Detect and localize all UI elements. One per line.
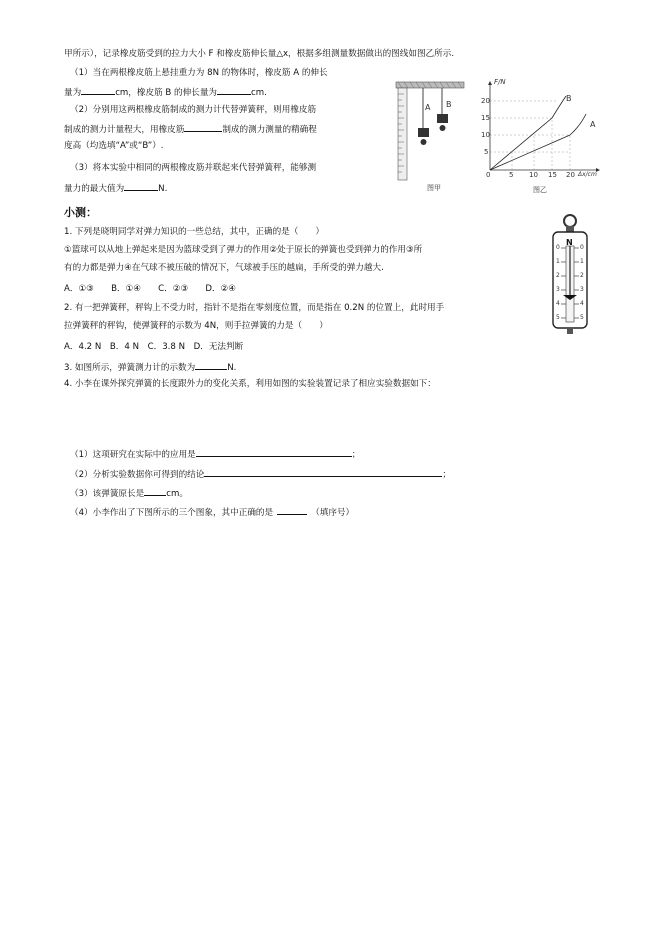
scale-right-tick-5: 5 — [580, 314, 584, 321]
graph-x-tick-20: 20 — [566, 171, 575, 179]
q3-text-end: N. — [158, 184, 168, 194]
p4-s4-blank[interactable] — [277, 505, 307, 515]
scale-right-tick-2: 2 — [580, 272, 584, 279]
scale-left-tick-2: 2 — [556, 272, 560, 279]
p4-s2-blank[interactable] — [204, 467, 442, 477]
scale-right-tick-4: 4 — [580, 300, 584, 307]
p3-text-end: N. — [227, 363, 237, 373]
p4-s4 — [70, 505, 354, 519]
q1-blank-a[interactable] — [81, 85, 115, 95]
p4-s2-text: （2）分析实验数据你可得到的结论 — [70, 470, 205, 480]
curve-a-line — [490, 114, 586, 170]
q3-line-a: （3）将本实验中相同的两根橡皮筋并联起来代替弹簧秤，能够测 — [70, 163, 317, 173]
p4-s4-end: （填序号） — [311, 508, 355, 518]
p1-stem: 1. 下列是晓明同学对弹力知识的一些总结，其中，正确的是（ ） — [64, 227, 325, 237]
p4-s3 — [70, 486, 188, 500]
graph-curve-b-label: B — [566, 94, 572, 103]
graph-y-tick-20: 20 — [481, 97, 490, 105]
p4-s3-end: cm。 — [166, 489, 188, 499]
q2-blank[interactable] — [184, 122, 222, 132]
scale-left-tick-1: 1 — [556, 258, 560, 265]
section-title: 小测： — [64, 206, 97, 219]
q1-line-b — [64, 85, 267, 99]
graph-x-tick-5: 5 — [509, 171, 514, 179]
graph-y-tick-15: 15 — [481, 114, 490, 122]
graph-x-tick-0: 0 — [486, 171, 491, 179]
figure-a-caption: 图甲 — [427, 184, 441, 192]
p3-text-pre: 3. 如图所示，弹簧测力计的示数为 — [64, 363, 196, 373]
q3-line-b — [64, 181, 167, 195]
q1-text-pre: 量为 — [64, 88, 82, 98]
scale-left-tick-3: 3 — [556, 286, 560, 293]
figure-a-label-b: B — [446, 100, 452, 109]
figure-b-caption: 图乙 — [533, 186, 547, 194]
q2-line-b — [64, 122, 317, 136]
scale-unit: N — [566, 238, 573, 247]
p4-s1-text: （1）这项研究在实际中的应用是 — [70, 450, 196, 460]
q1-text-end: cm. — [251, 88, 267, 98]
p4-s3-text: （3）该弹簧原长是 — [70, 489, 145, 499]
p4-s2-semi: ； — [442, 470, 451, 480]
figure-b-graph — [478, 80, 608, 180]
q2-text-end: 制成的测力测量的精确程 — [222, 125, 317, 135]
q3-blank[interactable] — [124, 181, 158, 191]
p4-stem: 4. 小李在课外探究弹簧的长度跟外力的变化关系，利用如图的实验装置记录了相应实验数据如下： — [64, 379, 436, 389]
p4-s2 — [70, 467, 451, 481]
p4-s1-semi: ； — [351, 450, 361, 460]
scale-right-tick-0: 0 — [580, 244, 584, 251]
p1-options: A．①③ B．①④ C．②③ D．②④ — [64, 284, 236, 294]
p4-s4-text: （4）小李作出了下图所示的三个图象，其中正确的是 — [70, 508, 274, 518]
p3-line — [64, 360, 236, 374]
figure-a-apparatus — [394, 80, 474, 190]
scale-left-tick-0: 0 — [556, 244, 560, 251]
scale-right-tick-3: 3 — [580, 286, 584, 293]
p2-line-2: 拉弹簧秤的秤钩，使弹簧秤的示数为 4N，则手拉弹簧的力是（ ） — [64, 321, 328, 331]
p4-s1-blank[interactable] — [196, 447, 352, 457]
scale-right-tick-1: 1 — [580, 258, 584, 265]
scale-left-tick-5: 5 — [556, 314, 560, 321]
curve-b-line — [490, 96, 566, 170]
q3-text-pre: 量力的最大值为 — [64, 184, 125, 194]
q1-blank-b[interactable] — [217, 85, 251, 95]
figure-a-label-a: A — [425, 103, 431, 112]
q1-line-a: （1）当在两根橡皮筋上悬挂重力为 8N 的物体时，橡皮筋 A 的伸长 — [70, 68, 328, 78]
graph-x-tick-15: 15 — [548, 171, 557, 179]
p1-line-1: ①篮球可以从地上弹起来是因为篮球受到了弹力的作用②处于原长的弹簧也受到弹力的作用③所 — [64, 245, 423, 255]
p4-s1 — [70, 447, 360, 461]
graph-y-tick-5: 5 — [484, 148, 489, 156]
p3-blank[interactable] — [195, 360, 227, 370]
p4-s3-blank[interactable] — [144, 486, 166, 496]
graph-x-label: Δx/cm — [578, 171, 597, 178]
p2-options: A．4.2 N B．4 N C．3.8 N D．无法判断 — [64, 342, 244, 352]
scale-left-tick-4: 4 — [556, 300, 560, 307]
graph-curve-a-label: A — [590, 120, 596, 129]
graph-y-label: F/N — [494, 78, 506, 86]
q2-line-c: 度高（均选填“A”或“B”）. — [64, 141, 164, 151]
intro-line: 甲所示），记录橡皮筋受到的拉力大小 F 和橡皮筋伸长量△x，根据多组测量数据做出的图线如图乙所示. — [64, 49, 455, 59]
q2-line-a: （2）分别用这两根橡皮筋制成的测力计代替弹簧秤，则用橡皮筋 — [70, 105, 317, 115]
graph-y-tick-10: 10 — [481, 131, 490, 139]
q2-text-pre: 制成的测力计量程大，用橡皮筋 — [64, 125, 185, 135]
graph-x-tick-10: 10 — [529, 171, 538, 179]
p1-line-2: 有的力都是弹力④在气球不被压破的情况下，气球被手压的越扁，手所受的弹力越大. — [64, 263, 384, 273]
spring-scale-figure — [545, 212, 595, 336]
q1-text-mid: cm，橡皮筋 B 的伸长量为 — [115, 88, 218, 98]
p2-line-1: 2. 有一把弹簧秤，秤钩上不受力时，指针不是指在零刻度位置，而是指在 0.2N 的位置上，此时用手 — [64, 303, 445, 313]
